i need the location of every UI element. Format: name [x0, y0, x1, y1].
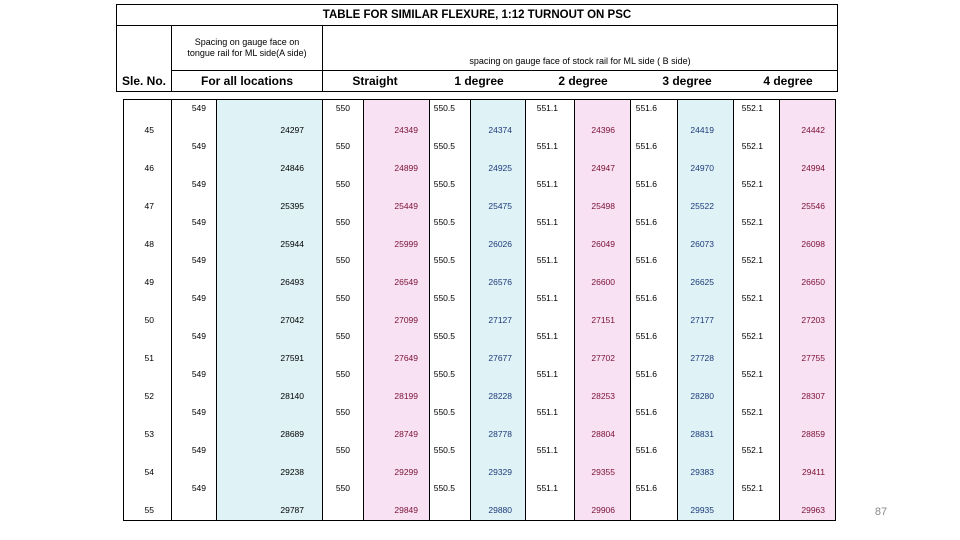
spacing-value: 549: [191, 103, 206, 113]
distance-value: 28307: [801, 391, 825, 401]
spacing-value: 551.6: [635, 141, 657, 151]
table-title: TABLE FOR SIMILAR FLEXURE, 1:12 TURNOUT ON PSC: [117, 5, 837, 26]
distance-value: 28804: [591, 429, 615, 439]
spacing-value: 550: [335, 369, 350, 379]
stock-rail-heading: spacing on gauge face of stock rail for ML side ( B side): [469, 56, 691, 66]
spacing-value: 551.6: [635, 407, 657, 417]
distance-value: 29383: [690, 467, 714, 477]
distance-value: 24970: [690, 163, 714, 173]
spacing-value: 549: [191, 179, 206, 189]
spacing-value: 550.5: [433, 179, 455, 189]
distance-value: 26576: [488, 277, 512, 287]
spacing-value: 550.5: [433, 483, 455, 493]
spacing-value: 550: [335, 255, 350, 265]
distance-value: 27203: [801, 315, 825, 325]
subheading-3-degree: 3 degree: [662, 74, 712, 88]
subheading-straight: Straight: [352, 74, 398, 88]
spacing-value: 552.1: [741, 445, 763, 455]
distance-value: 27728: [690, 353, 714, 363]
spacing-value: 550.5: [433, 103, 455, 113]
spacing-value: 551.6: [635, 293, 657, 303]
spacing-value: 550.5: [433, 331, 455, 341]
sle-number: 52: [144, 391, 154, 401]
distance-value: 27177: [690, 315, 714, 325]
distance-value: 26098: [801, 239, 825, 249]
distance-value: 25522: [690, 201, 714, 211]
distance-value: 26049: [591, 239, 615, 249]
distance-value: 29329: [488, 467, 512, 477]
sle-number: 53: [144, 429, 154, 439]
spacing-value: 549: [191, 217, 206, 227]
sle-no-heading: Sle. No.: [117, 26, 172, 91]
spacing-value: 549: [191, 331, 206, 341]
subheading-4-degree: 4 degree: [763, 74, 813, 88]
distance-value: 24925: [488, 163, 512, 173]
spacing-value: 552.1: [741, 483, 763, 493]
distance-value: 29355: [591, 467, 615, 477]
subheading-2-degree: 2 degree: [558, 74, 608, 88]
data-grid: [123, 99, 836, 521]
distance-value: 29238: [280, 467, 304, 477]
distance-value: 29963: [801, 505, 825, 515]
distance-value: 28253: [591, 391, 615, 401]
distance-value: 25449: [394, 201, 418, 211]
table-row: [124, 442, 835, 480]
table-row: [124, 328, 835, 366]
spacing-value: 551.1: [536, 483, 558, 493]
table-row: [124, 290, 835, 328]
spacing-value: 551.1: [536, 445, 558, 455]
distance-value: 25546: [801, 201, 825, 211]
distance-value: 24994: [801, 163, 825, 173]
distance-value: 24297: [280, 125, 304, 135]
table-row: [124, 138, 835, 176]
spacing-value: 551.6: [635, 331, 657, 341]
table-header: [116, 4, 838, 92]
distance-value: 28831: [690, 429, 714, 439]
distance-value: 28199: [394, 391, 418, 401]
tongue-rail-heading: Spacing on gauge face on tongue rail for ML side(A side): [172, 26, 323, 70]
distance-value: 24947: [591, 163, 615, 173]
spacing-value: 551.6: [635, 483, 657, 493]
distance-value: 27755: [801, 353, 825, 363]
distance-value: 25944: [280, 239, 304, 249]
spacing-value: 550: [335, 445, 350, 455]
spacing-value: 552.1: [741, 179, 763, 189]
spacing-value: 549: [191, 255, 206, 265]
spacing-value: 549: [191, 369, 206, 379]
spacing-value: 552.1: [741, 217, 763, 227]
spacing-value: 550: [335, 103, 350, 113]
sle-number: 45: [144, 125, 154, 135]
spacing-value: 550: [335, 407, 350, 417]
spacing-value: 551.6: [635, 255, 657, 265]
spacing-value: 552.1: [741, 103, 763, 113]
spacing-value: 550: [335, 331, 350, 341]
table-row: [124, 214, 835, 252]
distance-value: 27151: [591, 315, 615, 325]
distance-value: 26549: [394, 277, 418, 287]
distance-value: 27649: [394, 353, 418, 363]
spacing-value: 551.1: [536, 255, 558, 265]
spacing-value: 550.5: [433, 141, 455, 151]
sle-number: 48: [144, 239, 154, 249]
spacing-value: 550.5: [433, 445, 455, 455]
sle-number: 51: [144, 353, 154, 363]
spacing-value: 550: [335, 293, 350, 303]
spacing-value: 551.6: [635, 103, 657, 113]
distance-value: 29880: [488, 505, 512, 515]
spacing-value: 551.1: [536, 293, 558, 303]
distance-value: 25498: [591, 201, 615, 211]
spacing-value: 551.1: [536, 369, 558, 379]
sle-number: 54: [144, 467, 154, 477]
sle-number: 50: [144, 315, 154, 325]
table-row: [124, 100, 835, 138]
subheading-all-locations: For all locations: [172, 71, 323, 91]
spacing-value: 551.6: [635, 445, 657, 455]
distance-value: 26493: [280, 277, 304, 287]
distance-value: 28749: [394, 429, 418, 439]
distance-value: 26650: [801, 277, 825, 287]
distance-value: 24396: [591, 125, 615, 135]
spacing-value: 552.1: [741, 369, 763, 379]
spacing-value: 552.1: [741, 331, 763, 341]
distance-value: 29299: [394, 467, 418, 477]
spacing-value: 551.6: [635, 179, 657, 189]
subheading-row: [172, 70, 837, 91]
table-row: [124, 252, 835, 290]
distance-value: 29787: [280, 505, 304, 515]
sle-number: 55: [144, 505, 154, 515]
table-row: [124, 366, 835, 404]
distance-value: 29906: [591, 505, 615, 515]
distance-value: 28140: [280, 391, 304, 401]
spacing-value: 551.1: [536, 179, 558, 189]
spacing-value: 552.1: [741, 407, 763, 417]
distance-value: 29849: [394, 505, 418, 515]
spacing-value: 549: [191, 141, 206, 151]
distance-value: 28228: [488, 391, 512, 401]
spacing-value: 550.5: [433, 293, 455, 303]
distance-value: 24846: [280, 163, 304, 173]
distance-value: 28689: [280, 429, 304, 439]
distance-value: 28280: [690, 391, 714, 401]
spacing-value: 550: [335, 141, 350, 151]
spacing-value: 550.5: [433, 255, 455, 265]
spacing-value: 552.1: [741, 255, 763, 265]
spacing-value: 551.6: [635, 369, 657, 379]
distance-value: 27702: [591, 353, 615, 363]
distance-value: 24349: [394, 125, 418, 135]
spacing-value: 552.1: [741, 141, 763, 151]
distance-value: 24442: [801, 125, 825, 135]
distance-value: 28859: [801, 429, 825, 439]
spacing-value: 551.1: [536, 217, 558, 227]
distance-value: 24899: [394, 163, 418, 173]
distance-value: 29411: [801, 467, 825, 477]
distance-value: 27127: [488, 315, 512, 325]
distance-value: 25999: [394, 239, 418, 249]
spacing-value: 549: [191, 407, 206, 417]
distance-value: 28778: [488, 429, 512, 439]
distance-value: 27042: [280, 315, 304, 325]
spacing-value: 550: [335, 217, 350, 227]
subheading-1-degree: 1 degree: [454, 74, 504, 88]
spacing-value: 551.1: [536, 407, 558, 417]
page-number: 87: [874, 506, 888, 518]
distance-value: 26625: [690, 277, 714, 287]
distance-value: 29935: [690, 505, 714, 515]
distance-value: 27099: [394, 315, 418, 325]
table-row: [124, 176, 835, 214]
spacing-value: 551.1: [536, 103, 558, 113]
spacing-value: 549: [191, 293, 206, 303]
table-row: [124, 404, 835, 442]
spacing-value: 550.5: [433, 407, 455, 417]
spacing-value: 549: [191, 483, 206, 493]
spacing-value: 550.5: [433, 217, 455, 227]
spacing-value: 551.6: [635, 217, 657, 227]
sle-number: 46: [144, 163, 154, 173]
spacing-value: 550: [335, 483, 350, 493]
spacing-value: 549: [191, 445, 206, 455]
sle-number: 49: [144, 277, 154, 287]
distance-value: 26073: [690, 239, 714, 249]
spacing-value: 550: [335, 179, 350, 189]
distance-value: 25475: [488, 201, 512, 211]
distance-value: 25395: [280, 201, 304, 211]
distance-value: 24374: [488, 125, 512, 135]
distance-value: 27677: [488, 353, 512, 363]
spacing-value: 551.1: [536, 331, 558, 341]
distance-value: 26600: [591, 277, 615, 287]
sle-number: 47: [144, 201, 154, 211]
table-row: [124, 480, 835, 518]
spacing-value: 552.1: [741, 293, 763, 303]
spacing-value: 550.5: [433, 369, 455, 379]
spacing-value: 551.1: [536, 141, 558, 151]
distance-value: 24419: [690, 125, 714, 135]
distance-value: 26026: [488, 239, 512, 249]
distance-value: 27591: [280, 353, 304, 363]
